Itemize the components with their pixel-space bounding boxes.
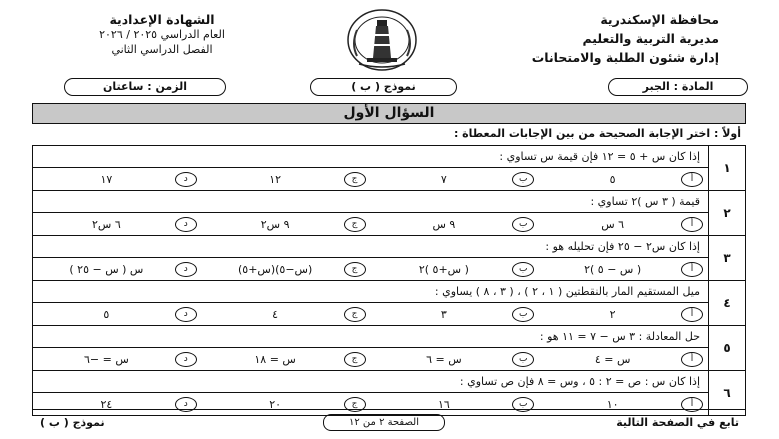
footer-divider bbox=[32, 409, 746, 410]
answer-option[interactable] bbox=[33, 348, 202, 370]
footer-model: نموذج ( ب ) bbox=[40, 416, 105, 429]
option-letter: ب bbox=[512, 217, 534, 232]
option-letter: د bbox=[175, 307, 197, 322]
question-row bbox=[33, 371, 746, 393]
answer-option[interactable] bbox=[202, 393, 371, 415]
answer-option[interactable] bbox=[539, 258, 708, 280]
lighthouse-seal-icon bbox=[337, 4, 427, 72]
question-number: ٣ bbox=[709, 236, 746, 281]
option-text: ١٦ bbox=[437, 397, 450, 411]
option-letter: ب bbox=[512, 172, 534, 187]
answer-option[interactable] bbox=[33, 258, 202, 280]
option-text: ( س − ٥ )٢ bbox=[584, 262, 642, 276]
answer-option[interactable] bbox=[202, 303, 371, 325]
question-number: ٦ bbox=[709, 371, 746, 416]
answer-option[interactable] bbox=[202, 213, 371, 235]
header-authority bbox=[479, 10, 719, 67]
answer-option[interactable] bbox=[371, 213, 540, 235]
option-letter: أ bbox=[681, 262, 703, 277]
option-text: ١٠ bbox=[606, 397, 619, 411]
option-letter: أ bbox=[681, 172, 703, 187]
option-text: ( س+٥ )٢ bbox=[418, 262, 469, 276]
answer-option[interactable] bbox=[33, 213, 202, 235]
questions-table bbox=[32, 145, 746, 416]
option-letter: ج bbox=[344, 217, 366, 232]
question-stem: حل المعادلة : ٣ س − ٧ = ١١ هو : bbox=[33, 326, 709, 348]
answer-option[interactable] bbox=[202, 168, 371, 190]
answer-option[interactable] bbox=[371, 258, 540, 280]
option-letter: د bbox=[175, 217, 197, 232]
options-row bbox=[33, 213, 746, 236]
option-text: ٣ bbox=[440, 307, 447, 321]
question-number: ٥ bbox=[709, 326, 746, 371]
option-text: س = ٤ bbox=[594, 352, 631, 366]
option-text: (س−٥)(س+٥) bbox=[237, 262, 313, 276]
option-text: س = ١٨ bbox=[254, 352, 296, 366]
option-letter: ب bbox=[512, 397, 534, 412]
question-stem: إذا كان س٢ − ٢٥ فإن تحليله هو : bbox=[33, 236, 709, 258]
option-letter: د bbox=[175, 397, 197, 412]
header-exam-info bbox=[62, 12, 262, 57]
option-text: س ( س − ٢٥ ) bbox=[69, 262, 144, 276]
option-text: ٢٠ bbox=[269, 397, 282, 411]
question-row bbox=[33, 281, 746, 303]
option-text: س = ٦ bbox=[426, 352, 462, 366]
option-letter: د bbox=[175, 352, 197, 367]
option-text: ١٧ bbox=[100, 172, 113, 186]
answer-option[interactable] bbox=[33, 393, 202, 415]
option-text: ٢ bbox=[609, 307, 616, 321]
option-letter: أ bbox=[681, 217, 703, 232]
question-stem: ميل المستقيم المار بالنقطتين ( ١ ، ٢ ) ، ( ٣ ، ٨ ) يساوي : bbox=[33, 281, 709, 303]
option-letter: ج bbox=[344, 397, 366, 412]
options-row bbox=[33, 348, 746, 371]
instruction-text: أولاً : اختر الإجابة الصحيحة من بين الإجابات المعطاة : bbox=[453, 127, 741, 140]
governorate-name: محافظة الإسكندرية bbox=[600, 12, 719, 27]
question-stem: إذا كان س : ص = ٢ : ٥ ، وس = ٨ فإن ص تساوي : bbox=[33, 371, 709, 393]
answer-option[interactable] bbox=[371, 168, 540, 190]
certificate-title: الشهادة الإعدادية bbox=[109, 12, 215, 27]
answer-option[interactable] bbox=[33, 303, 202, 325]
option-text: ٥ bbox=[609, 172, 616, 186]
answer-option[interactable] bbox=[202, 348, 371, 370]
question-number: ٢ bbox=[709, 191, 746, 236]
term-label: الفصل الدراسي الثاني bbox=[111, 43, 213, 56]
options-row bbox=[33, 258, 746, 281]
option-letter: د bbox=[175, 172, 197, 187]
answer-option[interactable] bbox=[539, 168, 708, 190]
options-row bbox=[33, 168, 746, 191]
question-stem: إذا كان س + ٥ = ١٢ فإن قيمة س تساوي : bbox=[33, 146, 709, 168]
academic-year: العام الدراسي ٢٠٢٥ / ٢٠٢٦ bbox=[99, 28, 225, 41]
option-letter: ج bbox=[344, 172, 366, 187]
question-row bbox=[33, 191, 746, 213]
option-letter: ب bbox=[512, 352, 534, 367]
option-letter: ج bbox=[344, 352, 366, 367]
option-letter: د bbox=[175, 262, 197, 277]
question-number: ٤ bbox=[709, 281, 746, 326]
option-text: ٥ bbox=[103, 307, 110, 321]
options-row bbox=[33, 303, 746, 326]
answer-option[interactable] bbox=[33, 168, 202, 190]
continue-note: تابع في الصفحة التالية bbox=[616, 416, 739, 429]
governorate-seal bbox=[337, 4, 427, 72]
answer-option[interactable] bbox=[202, 258, 371, 280]
answer-option[interactable] bbox=[539, 348, 708, 370]
page-number: الصفحة ٢ من ١٢ bbox=[323, 414, 445, 431]
answer-option[interactable] bbox=[539, 393, 708, 415]
section-title: السؤال الأول bbox=[32, 103, 746, 124]
question-row bbox=[33, 326, 746, 348]
answer-option[interactable] bbox=[371, 348, 540, 370]
option-text: ٦ س٢ bbox=[91, 217, 121, 231]
option-text: ٩ س٢ bbox=[260, 217, 290, 231]
option-letter: أ bbox=[681, 397, 703, 412]
option-letter: ب bbox=[512, 307, 534, 322]
department-name: إدارة شئون الطلبة والامتحانات bbox=[531, 50, 719, 65]
option-letter: ب bbox=[512, 262, 534, 277]
option-text: ١٢ bbox=[269, 172, 282, 186]
answer-option[interactable] bbox=[371, 303, 540, 325]
answer-option[interactable] bbox=[371, 393, 540, 415]
answer-option[interactable] bbox=[539, 213, 708, 235]
option-text: ٦ س bbox=[601, 217, 625, 231]
question-row bbox=[33, 236, 746, 258]
option-text: ٧ bbox=[440, 172, 447, 186]
options-row bbox=[33, 393, 746, 416]
directorate-name: مديرية التربية والتعليم bbox=[582, 31, 719, 46]
option-letter: أ bbox=[681, 307, 703, 322]
option-letter: ج bbox=[344, 307, 366, 322]
option-text: ٢٤ bbox=[100, 397, 113, 411]
answer-option[interactable] bbox=[539, 303, 708, 325]
question-number: ١ bbox=[709, 146, 746, 191]
option-text: ٤ bbox=[272, 307, 279, 321]
question-row bbox=[33, 146, 746, 168]
option-text: ٩ س bbox=[432, 217, 456, 231]
model-box: نموذج ( ب ) bbox=[310, 78, 457, 96]
option-letter: ج bbox=[344, 262, 366, 277]
option-letter: أ bbox=[681, 352, 703, 367]
option-text: س = −٦ bbox=[83, 352, 129, 366]
time-box: الزمن : ساعتان bbox=[64, 78, 226, 96]
subject-box: المادة : الجبر bbox=[608, 78, 748, 96]
question-stem: قيمة ( ٣ س )٢ تساوي : bbox=[33, 191, 709, 213]
